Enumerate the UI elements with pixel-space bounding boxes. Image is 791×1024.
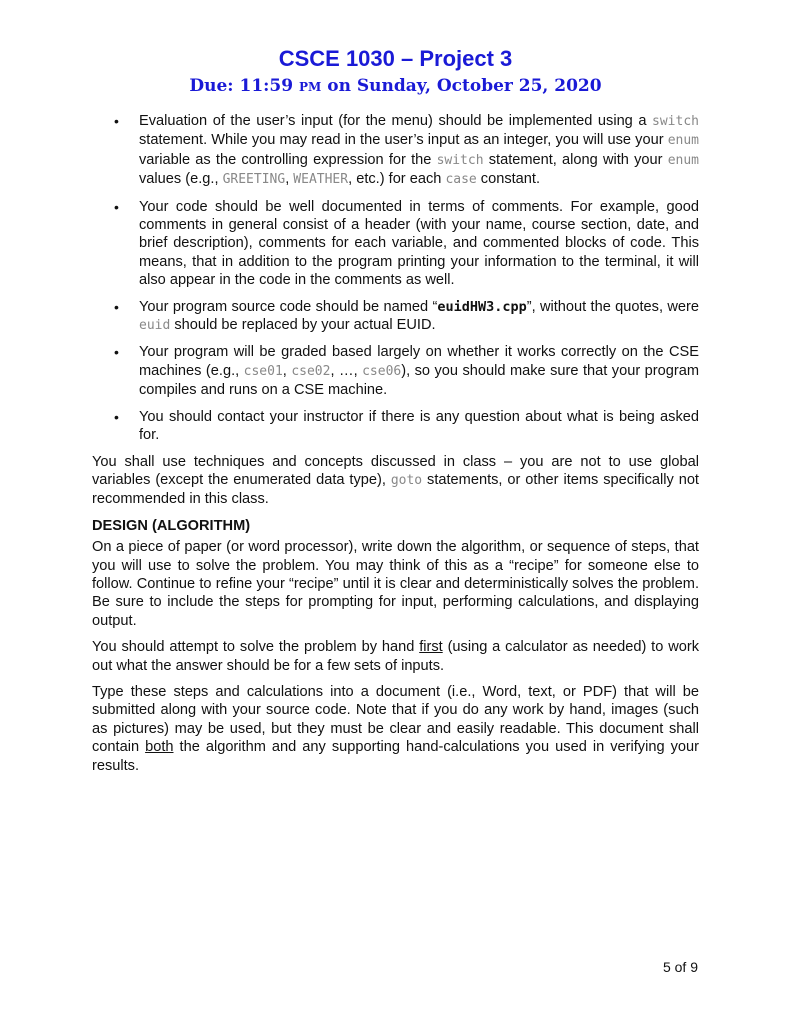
design-paragraph-3 xyxy=(92,683,699,775)
techniques-paragraph xyxy=(92,453,699,509)
code: cse01 xyxy=(243,363,283,379)
text: ), so you should make sure that your program compiles and runs on a CSE machine. xyxy=(139,362,700,399)
text: (using a calculator as needed) to work out what the answer should be for a few sets of inputs. xyxy=(92,639,700,674)
text: , xyxy=(285,171,294,188)
design-paragraph-1: On a piece of paper (or word processor), write down the algorithm, or sequence of steps, that you will use to solve the problem. You may think of this as a “recipe” for someone else to follow. Continue to refine your “recipe” until it is clear and deterministically solves the problem. Be sure to include the steps for prompting for input, performing calculations, and displaying output. xyxy=(92,539,699,629)
due-pm: PM xyxy=(299,80,322,94)
text: the algorithm and any supporting hand-calculations you used in verifying your results. xyxy=(92,739,699,774)
text: Your program will be graded based largely on whether it works correctly on the CSE machines (e.g., xyxy=(139,344,699,379)
text: , xyxy=(282,362,292,379)
code: cse02 xyxy=(291,363,331,379)
design-paragraph-2 xyxy=(92,638,699,675)
text: ”, without the quotes, were xyxy=(526,298,699,315)
text: You should attempt to solve the problem by hand xyxy=(92,639,420,656)
bullet-icon: • xyxy=(114,408,119,425)
code: enum xyxy=(667,133,699,149)
bullet-icon: • xyxy=(114,113,119,129)
text: statement, along with your xyxy=(483,151,668,168)
code: WEATHER xyxy=(293,172,349,188)
text: Evaluation of the user’s input (for the menu) should be implemented using a xyxy=(139,113,653,129)
text: values (e.g., xyxy=(139,171,223,188)
filename: euidHW3.cpp xyxy=(437,298,527,315)
bullet-icon: • xyxy=(114,198,119,215)
code: euid xyxy=(139,318,171,334)
list-item xyxy=(92,298,699,336)
text: , etc.) for each xyxy=(348,171,446,188)
document-title: CSCE 1030 – Project 3 xyxy=(278,46,513,71)
code: cse06 xyxy=(362,363,402,379)
text: statement. While you may read in the user’s input as an integer, you will use your xyxy=(139,132,668,149)
due-date xyxy=(0,76,791,96)
text: Type these steps and calculations into a document (i.e., Word, text, or PDF) that will be submitted along with your source code. Note that if you do any work by hand, images (such as pictures) may be used, but they must be clear and easily readable. This document shall contain xyxy=(92,683,699,756)
bullet-icon: • xyxy=(114,298,119,315)
code: GREETING xyxy=(222,172,286,188)
text: You shall use techniques and concepts discussed in class – you are not to use global variables (except the enumerated data type), xyxy=(92,453,699,488)
code: switch xyxy=(436,152,484,168)
code: goto xyxy=(390,472,423,488)
document-body xyxy=(92,112,699,783)
underlined-text: both xyxy=(145,739,174,756)
text: statements, or other items specifically not recommended in this class. xyxy=(92,471,699,508)
code: case xyxy=(445,172,477,188)
text: You should contact your instructor if there is any question about what is being asked for. xyxy=(139,408,699,444)
text: , …, xyxy=(330,362,363,379)
bullet-icon: • xyxy=(114,344,119,361)
text: variable as the controlling expression for the xyxy=(139,151,437,168)
list-item xyxy=(92,408,699,445)
text: Your code should be well documented in terms of comments. For example, good comments in general consist of a header (with your name, course section, date, and brief description), comments for each variable, and commented blocks of code. This means, that in addition to the program printing your information to the terminal, it will also appear in the code in the comments as well. xyxy=(139,198,699,289)
due-suffix: on Sunday, October 25, 2020 xyxy=(321,76,602,96)
code: enum xyxy=(667,152,699,168)
requirements-list xyxy=(92,112,699,445)
text: should be replaced by your actual EUID. xyxy=(170,317,436,334)
text: Your program source code should be named “ xyxy=(139,298,438,315)
design-heading: DESIGN (ALGORITHM) xyxy=(92,517,251,534)
list-item xyxy=(92,112,699,190)
list-item xyxy=(92,198,699,290)
underlined-text: first xyxy=(419,639,443,656)
page-number: 5 of 9 xyxy=(662,959,698,975)
list-item xyxy=(92,343,699,399)
code: switch xyxy=(652,114,699,129)
text: constant. xyxy=(476,171,541,188)
due-prefix: Due: 11:59 xyxy=(189,76,300,96)
